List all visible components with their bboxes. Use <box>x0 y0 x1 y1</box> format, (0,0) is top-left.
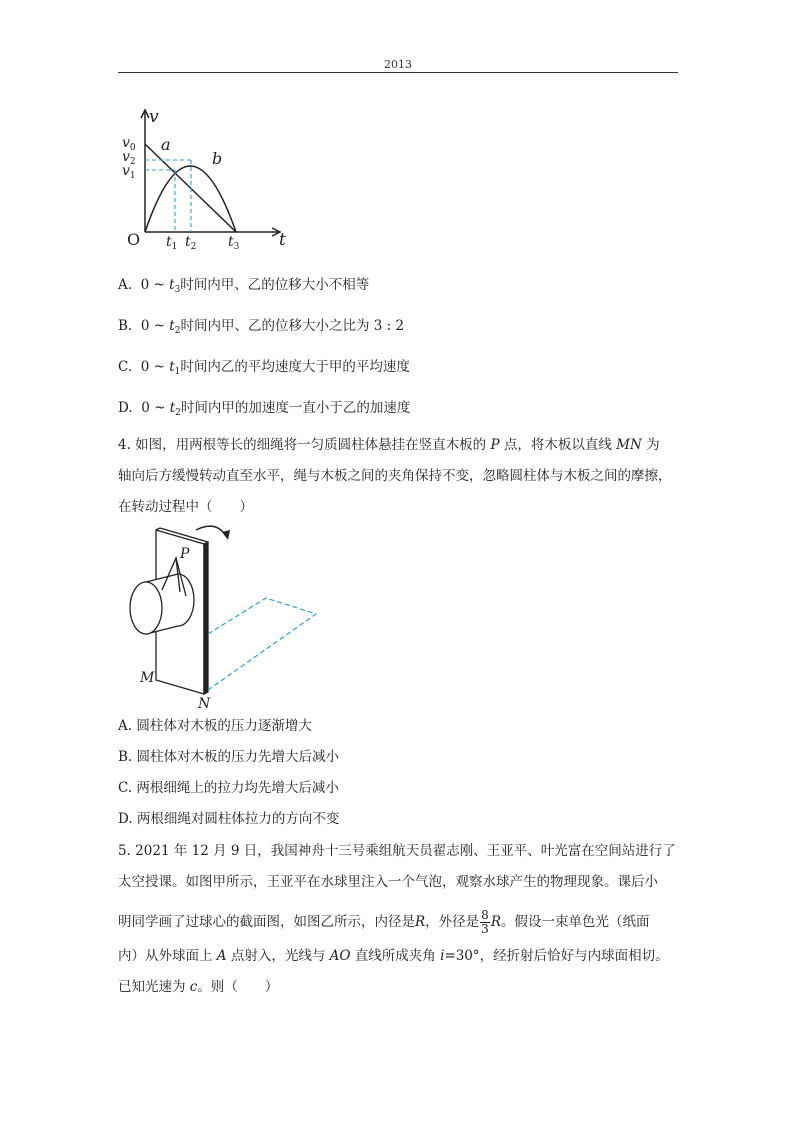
t1-label: $t_1$ <box>166 234 178 252</box>
v0-label: $v_0$ <box>122 135 136 153</box>
v1-label: $v_1$ <box>122 163 136 181</box>
q4-option-c: C. 两根细绳上的拉力均先增大后减小 <box>118 780 339 796</box>
q4-option-d: D. 两根细绳对圆柱体拉力的方向不变 <box>118 811 340 827</box>
header-rule <box>118 72 678 73</box>
q4-stem-line-2: 轴向后方缓慢转动直至水平，绳与木板之间的夹角保持不变，忽略圆柱体与木板之间的摩擦， <box>118 468 672 484</box>
curve-a-label: a <box>161 135 171 154</box>
q5-stem-line-5: 已知光速为 c。则（ ） <box>118 979 279 995</box>
cylinder-end <box>130 582 162 634</box>
curve-b-label: b <box>212 149 223 168</box>
t3-label: $t_3$ <box>228 234 240 252</box>
q4-option-a: A. 圆柱体对木板的压力逐渐增大 <box>118 718 312 734</box>
vt-graph-figure <box>118 100 298 255</box>
board-edge <box>204 542 208 694</box>
rotation-arrow <box>196 526 226 536</box>
origin-label: O <box>127 230 141 249</box>
q3-option-a: A. 0 ~ $t_3$时间内甲、乙的位移大小不相等 <box>118 277 370 295</box>
q5-stem-line-4: 内）从外球面上 A 点射入，光线与 AO 直线所成夹角 i=30°，经折射后恰好与内球面相切。 <box>118 948 669 964</box>
point-m-label: M <box>140 670 155 686</box>
board-top-edge <box>156 528 160 530</box>
q5-stem-line-3: 明同学画了过球心的截面图，如图乙所示，内径是R，外径是 $\frac{8}{3}$ R。假设一束单色光（纸面 <box>118 908 650 936</box>
point-n-label: N <box>198 696 211 712</box>
q3-option-c: C. 0 ~ $t_1$时间内乙的平均速度大于甲的平均速度 <box>118 359 410 377</box>
q4-option-b: B. 圆柱体对木板的压力先增大后减小 <box>118 749 340 765</box>
axis-v-label: v <box>149 107 159 127</box>
q3-option-d: D. 0 ~ $t_2$时间内甲的加速度一直小于乙的加速度 <box>118 400 411 418</box>
point-p-label: P <box>180 546 190 562</box>
fraction-8-3: $\frac{8}{3}$ <box>481 908 489 936</box>
board-final-position <box>208 598 316 690</box>
axis-t-label: t <box>279 230 286 250</box>
t2-label: $t_2$ <box>185 234 197 252</box>
v2-label: $v_2$ <box>122 149 136 167</box>
board-cylinder-figure <box>118 522 328 712</box>
q4-stem-line-1: 4. 如图，用两根等长的细绳将一匀质圆柱体悬挂在竖直木板的 P 点，将木板以直线 MN 为 <box>118 437 660 453</box>
q5-stem-line-1: 5. 2021 年 12 月 9 日，我国神舟十三号乘组航天员翟志刚、王亚平、叶光富在空间站进行了 <box>118 843 676 859</box>
page-number: 2013 <box>384 58 412 71</box>
q3-option-b: B. 0 ~ $t_2$时间内甲、乙的位移大小之比为 3 : 2 <box>118 318 405 336</box>
q5-stem-line-2: 太空授课。如图甲所示，王亚平在水球里注入一个气泡，观察水球产生的物理现象。课后小 <box>118 874 658 890</box>
q4-stem-line-3: 在转动过程中（ ） <box>118 499 253 515</box>
